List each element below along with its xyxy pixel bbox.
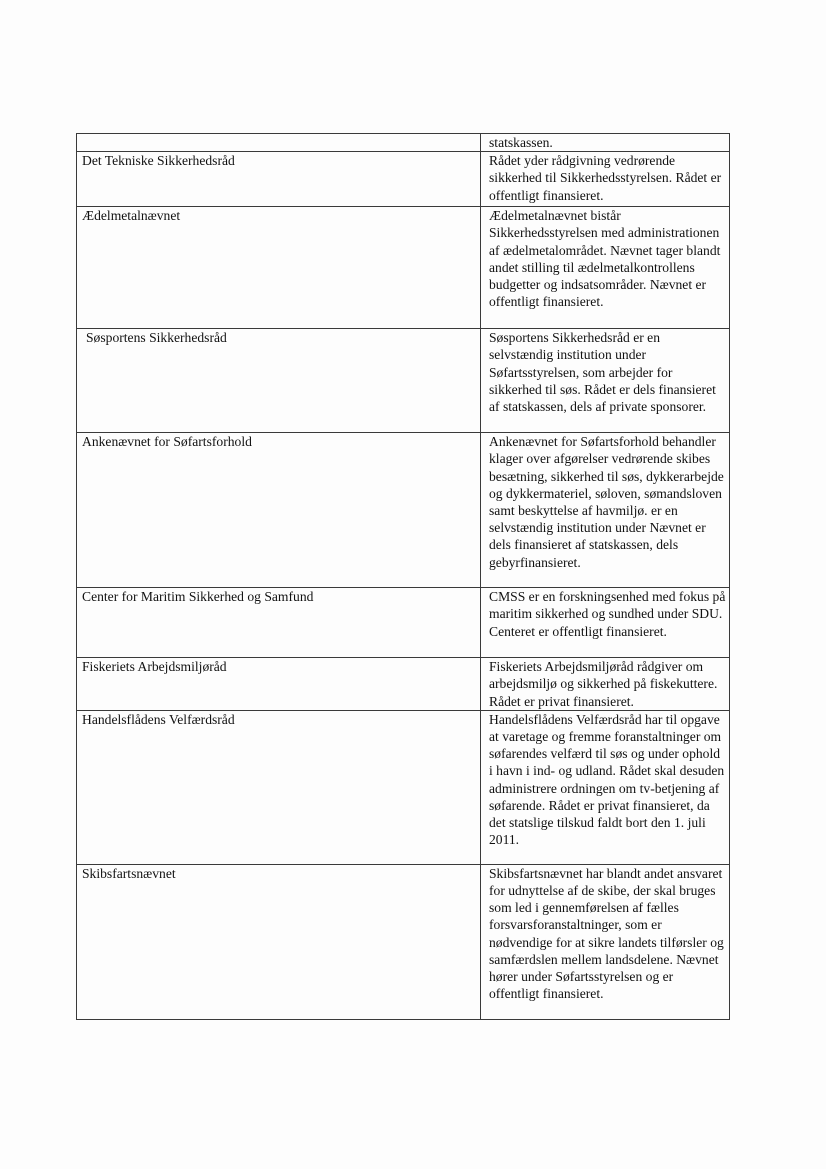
table-row [77,710,730,864]
institution-name-text: Søsportens Sikkerhedsråd [86,330,227,346]
table-row [77,864,730,1019]
table-row [77,658,730,711]
institution-name-cell: Handelsflådens Velfærdsråd [77,710,481,864]
table-row [77,152,730,207]
table-row [77,329,730,433]
institution-description-cell: Ædelmetalnævnet bistår Sikkerhedsstyrelsen med administrationen af ædelmetalområdet. Nævnet tager blandt andet stilling til ædelmetalkontrollens budgetter og indsatsområder. Nævnet er offentligt finansieret. [481,207,730,329]
institution-name-cell: Ædelmetalnævnet [77,207,481,329]
institution-description-cell: Ankenævnet for Søfartsforhold behandler klager over afgørelser vedrørende skibes besætning, sikkerhed til søs, dykkerarbejde og dykkermateriel, søloven, sømandsloven samt beskyttelse af havmiljø. er en selvstændig institution under Nævnet er dels finansieret af statskassen, dels gebyrfinansieret. [481,433,730,588]
institution-name-cell: Fiskeriets Arbejdsmiljøråd [77,658,481,711]
institution-description-cell: Rådet yder rådgivning vedrørende sikkerhed til Sikkerhedsstyrelsen. Rådet er offentligt finansieret. [481,152,730,207]
institutions-table [76,133,730,1020]
institution-name-cell: Center for Maritim Sikkerhed og Samfund [77,588,481,658]
institution-description-cell: Handelsflådens Velfærdsråd har til opgave at varetage og fremme foranstaltninger om søfarendes velfærd til søs og under ophold i havn i ind- og udland. Rådet skal desuden administrere ordningen om tv-betjening af søfarende. Rådet er privat finansieret, da det statslige tilskud faldt bort den 1. juli 2011. [481,710,730,864]
institution-description-cell: Fiskeriets Arbejdsmiljøråd rådgiver om arbejdsmiljø og sikkerhed på fiskekuttere. Rådet er privat finansieret. [481,658,730,711]
institution-description-cell: Skibsfartsnævnet har blandt andet ansvaret for udnyttelse af de skibe, der skal bruges som led i gennemførelsen af fælles forsvarsforanstaltninger, som er nødvendige for at sikre landets tilførsler og samfærdslen mellem landsdelene. Nævnet hører under Søfartsstyrelsen og er offentligt finansieret. [481,864,730,1019]
institution-description-cell: Søsportens Sikkerhedsråd er en selvstændig institution under Søfartsstyrelsen, som arbejder for sikkerhed til søs. Rådet er dels finansieret af statskassen, dels af private sponsorer. [481,329,730,433]
table-row [77,134,730,152]
table-row [77,588,730,658]
institution-name-cell: Skibsfartsnævnet [77,864,481,1019]
institution-description-cell: statskassen. [481,134,730,152]
institution-name-cell: Det Tekniske Sikkerhedsråd [77,152,481,207]
table-row [77,433,730,588]
institution-name-cell [77,329,481,433]
institution-name-cell: Ankenævnet for Søfartsforhold [77,433,481,588]
institution-name-cell [77,134,481,152]
institution-description-cell: CMSS er en forskningsenhed med fokus på maritim sikkerhed og sundhed under SDU. Centeret er offentligt finansieret. [481,588,730,658]
table-row [77,207,730,329]
